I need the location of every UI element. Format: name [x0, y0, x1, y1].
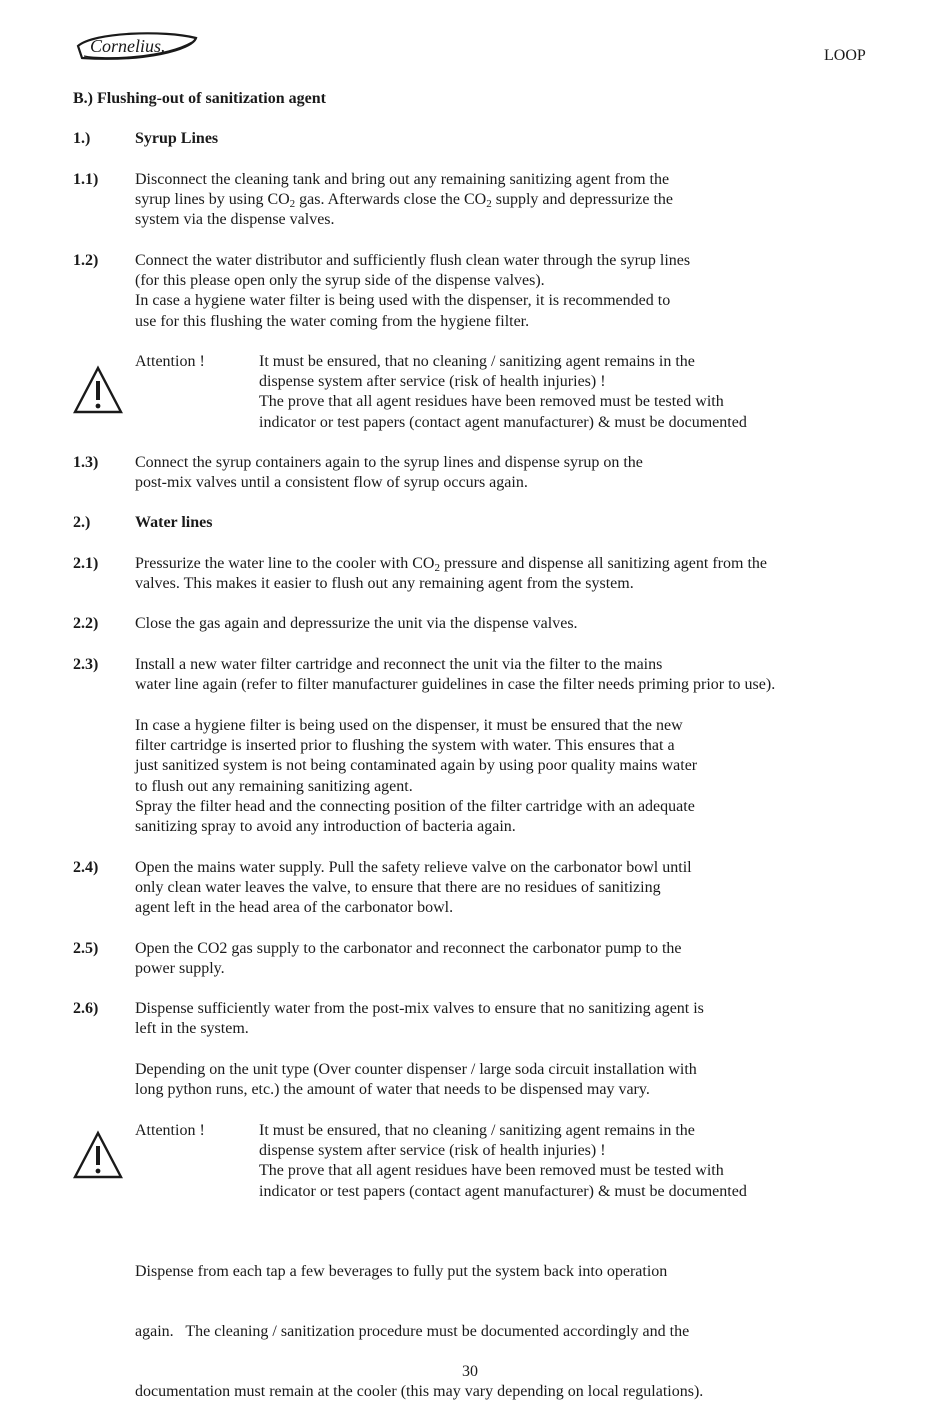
text-line: In case a hygiene water filter is being used with the dispenser, it is recommended to [135, 292, 671, 310]
text-line: documentation must remain at the cooler (this may vary depending on local regulations). [135, 1383, 704, 1401]
text-line: indicator or test papers (contact agent manufacturer) & must be documented [259, 1182, 747, 1200]
logo-text: Cornelius. [90, 36, 166, 56]
page-number: 30 [462, 1363, 478, 1380]
text-line: again. The cleaning / sanitization procedure must be documented accordingly and the [135, 1323, 690, 1341]
text-line: Open the mains water supply. Pull the safety relieve valve on the carbonator bowl until [135, 859, 692, 876]
text-line: Pressurize the water line to the cooler with $CO_2$ pressure and dispense all sanitizing agent from the [135, 555, 767, 574]
text-line: Dispense sufficiently water from the post-mix valves to ensure that no sanitizing agent is [135, 1000, 704, 1017]
item-number-2-2: 2.2) [73, 615, 99, 632]
text-line: Open the CO2 gas supply to the carbonator and reconnect the carbonator pump to the [135, 940, 682, 957]
item-number-2-1: 2.1) [73, 555, 99, 572]
section-title: B.) Flushing-out of sanitization agent [73, 90, 326, 107]
cornelius-logo [74, 28, 199, 64]
warning-icon [72, 365, 124, 415]
text-line: Disconnect the cleaning tank and bring out any remaining sanitizing agent from the [135, 171, 670, 188]
text-line: In case a hygiene filter is being used on the dispenser, it must be ensured that the new [135, 717, 683, 734]
text-line: agent left in the head area of the carbonator bowl. [135, 899, 454, 917]
text-line: It must be ensured, that no cleaning / sanitizing agent remains in the [259, 1122, 695, 1139]
text-line: valves. This makes it easier to flush out any remaining agent from the system. [135, 575, 634, 593]
text-line: Connect the water distributor and sufficiently flush clean water through the syrup lines [135, 252, 691, 269]
attention-label: Attention ! [135, 1122, 205, 1139]
text-line: Depending on the unit type (Over counter dispenser / large soda circuit installation with [135, 1061, 697, 1078]
text-line: Dispense from each tap a few beverages to fully put the system back into operation [135, 1263, 668, 1280]
text-line: indicator or test papers (contact agent manufacturer) & must be documented [259, 413, 747, 431]
text-line: The prove that all agent residues have been removed must be tested with [259, 1162, 724, 1180]
paragraph-2-6-note [135, 1060, 855, 1100]
paragraph-2-3 [135, 655, 855, 695]
paragraph-1-1 [135, 170, 855, 231]
text-line: sanitizing spray to avoid any introduction of bacteria again. [135, 817, 516, 835]
text-line: The prove that all agent residues have been removed must be tested with [259, 393, 724, 411]
text-line: post-mix valves until a consistent flow of syrup occurs again. [135, 474, 528, 492]
text-line: It must be ensured, that no cleaning / sanitizing agent remains in the [259, 353, 695, 370]
text-line: to flush out any remaining sanitizing agent. [135, 777, 413, 795]
text-line: just sanitized system is not being contaminated again by using poor quality mains water [135, 757, 698, 775]
item-number-1-3: 1.3) [73, 454, 99, 471]
text-line: system via the dispense valves. [135, 211, 335, 229]
text-line: dispense system after service (risk of health injuries) ! [259, 373, 606, 391]
item-number-2-5: 2.5) [73, 940, 99, 957]
text-line: only clean water leaves the valve, to ensure that there are no residues of sanitizing [135, 879, 661, 897]
item-number-2-3: 2.3) [73, 656, 99, 673]
text-line: Close the gas again and depressurize the unit via the dispense valves. [135, 615, 578, 632]
text-line: (for this please open only the syrup side of the dispense valves). [135, 272, 545, 290]
item-number-1-1: 1.1) [73, 171, 99, 188]
text-line: use for this flushing the water coming from the hygiene filter. [135, 312, 530, 330]
text-line: Connect the syrup containers again to the syrup lines and dispense syrup on the [135, 454, 643, 471]
item-number-2: 2.) [73, 514, 91, 531]
paragraph-2-2 [135, 614, 855, 634]
item-number-1-2: 1.2) [73, 252, 99, 269]
document-section-label: LOOP [824, 47, 866, 64]
warning-icon [72, 1130, 124, 1180]
heading-syrup-lines: Syrup Lines [135, 130, 219, 147]
paragraph-1-2 [135, 251, 855, 332]
paragraph-2-1 [135, 554, 855, 594]
text-line: Spray the filter head and the connecting position of the filter cartridge with an adequate [135, 797, 695, 815]
paragraph-1-3 [135, 453, 855, 493]
text-line: long python runs, etc.) the amount of water that needs to be dispensed may vary. [135, 1081, 650, 1099]
item-number-1: 1.) [73, 130, 91, 147]
item-number-2-4: 2.4) [73, 859, 99, 876]
paragraph-2-6 [135, 999, 855, 1039]
text-line: left in the system. [135, 1020, 249, 1038]
text-line: dispense system after service (risk of health injuries) ! [259, 1142, 606, 1160]
text-line: Install a new water filter cartridge and reconnect the unit via the filter to the mains [135, 656, 663, 673]
item-number-2-6: 2.6) [73, 1000, 99, 1017]
text-line: syrup lines by using $CO_2$ gas. Afterwards close the $CO_2$ supply and depressurize the [135, 191, 674, 211]
paragraph-2-5 [135, 939, 855, 979]
paragraph-2-3-hygiene [135, 716, 855, 837]
closing-paragraph [135, 1222, 855, 1423]
paragraph-2-4 [135, 858, 855, 919]
attention-label: Attention ! [135, 353, 205, 370]
text-line: filter cartridge is inserted prior to flushing the system with water. This ensures that a [135, 737, 675, 755]
attention-text [259, 1121, 747, 1202]
attention-text [259, 352, 747, 433]
heading-water-lines: Water lines [135, 514, 213, 531]
text-line: power supply. [135, 960, 225, 978]
text-line: water line again (refer to filter manufacturer guidelines in case the filter needs priming prior to use). [135, 676, 776, 694]
